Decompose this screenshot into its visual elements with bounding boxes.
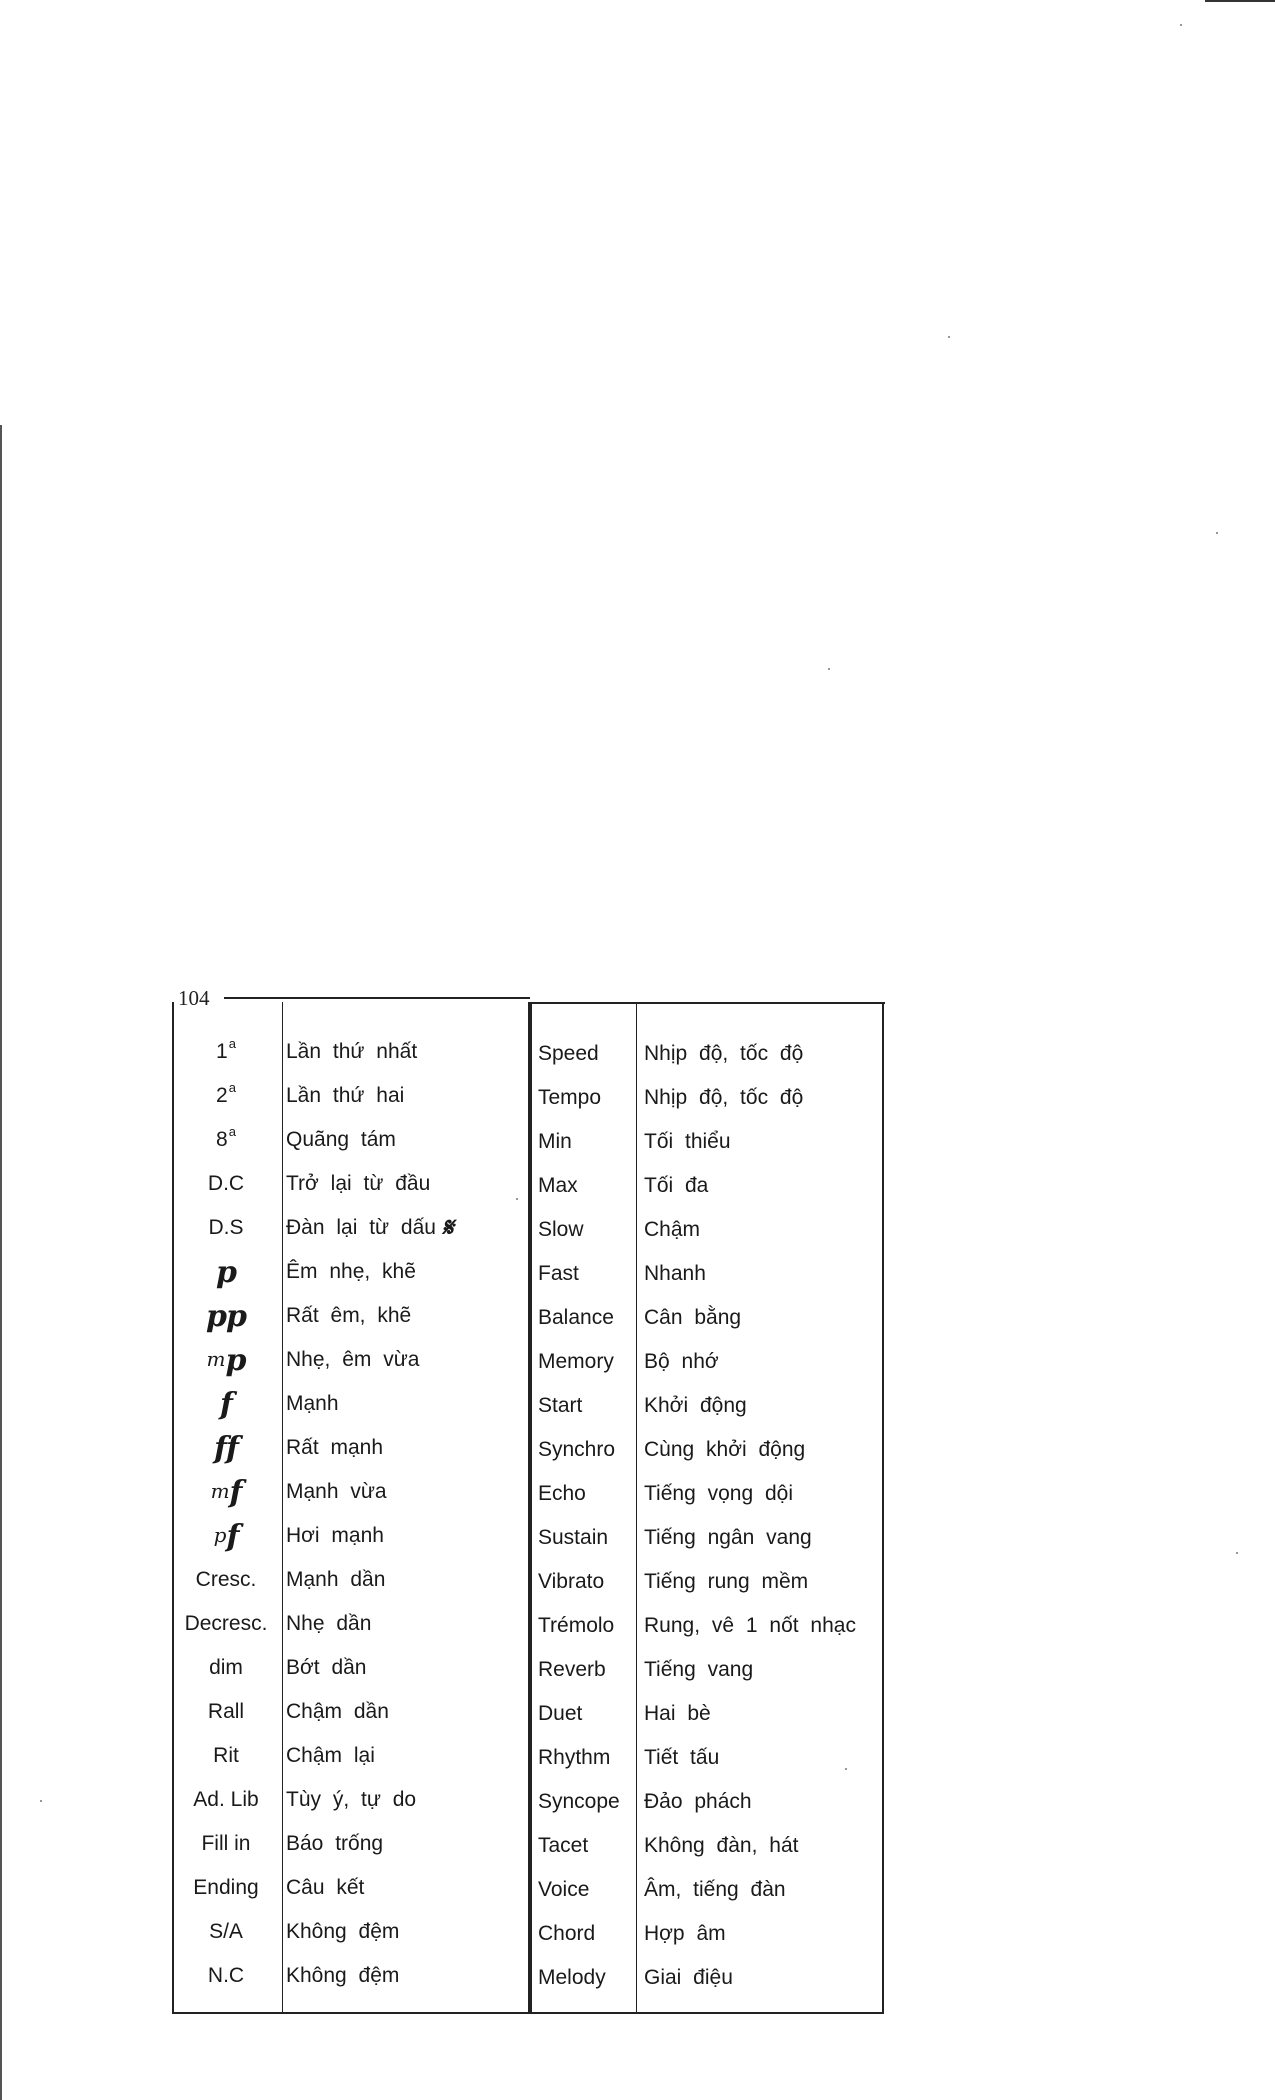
table-row [174, 1690, 528, 1734]
meaning-cell [286, 1734, 375, 1778]
dynamic-marking [174, 1514, 278, 1558]
meaning-cell [644, 1032, 803, 1076]
meaning-text: Đàn lại từ dấu [286, 1216, 436, 1239]
glossary-table [172, 1002, 884, 2016]
term-cell [538, 1780, 620, 1824]
meaning-cell [644, 1604, 856, 1648]
table-row [532, 1516, 882, 1560]
meaning-text: Chậm lại [286, 1744, 375, 1767]
dynamic-symbol: p [216, 1254, 236, 1290]
symbol-text: Ad. Lib [193, 1788, 259, 1811]
term-cell [538, 1296, 614, 1340]
symbol-text: 8 [216, 1128, 228, 1151]
meaning-cell [644, 1164, 708, 1208]
symbol-text: 2 [216, 1084, 228, 1107]
table-row [174, 1206, 528, 1250]
term-text: Echo [538, 1482, 586, 1505]
term-cell [538, 1560, 604, 1604]
meaning-cell [286, 1470, 387, 1514]
term-cell [538, 1428, 615, 1472]
meaning-text: Rất êm, khẽ [286, 1304, 412, 1327]
term-cell [538, 1252, 579, 1296]
table-row [532, 1296, 882, 1340]
dynamic-prefix: m [210, 1478, 229, 1503]
table-row [174, 1822, 528, 1866]
symbol-text: D.C [207, 1172, 245, 1195]
meaning-text: Bộ nhớ [644, 1350, 719, 1373]
meaning-cell [286, 1206, 453, 1250]
meaning-text: Hơi mạnh [286, 1524, 384, 1547]
dynamic-symbol: ff [214, 1430, 238, 1466]
table-row [174, 1602, 528, 1646]
term-cell [538, 1736, 610, 1780]
table-row [174, 1250, 528, 1294]
term-cell [538, 1208, 584, 1252]
symbol-cell [174, 1954, 278, 1998]
meaning-cell [286, 1558, 385, 1602]
ordinal-superscript: a [228, 1123, 236, 1139]
meaning-text: Trở lại từ đầu [286, 1172, 431, 1195]
term-text: Fast [538, 1262, 579, 1285]
table-row [532, 1912, 882, 1956]
meaning-text: Tiếng vang [644, 1658, 754, 1681]
term-text: Tacet [538, 1834, 589, 1857]
symbol-text: 1 [216, 1040, 228, 1063]
ordinal-superscript: a [228, 1079, 236, 1095]
meaning-cell [644, 1428, 805, 1472]
table-row [174, 1778, 528, 1822]
meaning-cell [286, 1294, 411, 1338]
dynamic-marking [174, 1426, 278, 1470]
table-row [532, 1340, 882, 1384]
term-cell [538, 1472, 586, 1516]
meaning-cell [644, 1736, 719, 1780]
meaning-text: Tùy ý, tự do [286, 1788, 417, 1811]
symbol-cell [174, 1162, 278, 1206]
table-row [532, 1868, 882, 1912]
symbol-text: S/A [209, 1920, 243, 1943]
meaning-cell [644, 1076, 803, 1120]
meaning-text: Tối đa [644, 1174, 709, 1197]
meaning-cell [286, 1866, 364, 1910]
table-row [174, 1954, 528, 1998]
page-number: 104 [178, 986, 210, 1010]
table-row [174, 1162, 528, 1206]
symbols-table [172, 1002, 530, 2014]
meaning-cell [286, 1074, 404, 1118]
dynamic-marking [174, 1382, 278, 1426]
table-row [532, 1384, 882, 1428]
meaning-text: Tối thiểu [644, 1130, 731, 1153]
term-text: Min [538, 1130, 572, 1153]
meaning-text: Tiếng rung mềm [644, 1570, 809, 1593]
symbol-text: Rit [213, 1744, 239, 1767]
term-text: Slow [538, 1218, 584, 1241]
meaning-cell [644, 1516, 812, 1560]
table-row [174, 1294, 528, 1338]
meaning-cell [644, 1648, 753, 1692]
meaning-text: Không đệm [286, 1964, 400, 1987]
meaning-cell [286, 1690, 389, 1734]
table-row [532, 1648, 882, 1692]
term-text: Max [538, 1174, 578, 1197]
table-row [174, 1646, 528, 1690]
symbol-cell [174, 1822, 278, 1866]
scan-left-edge [0, 425, 2, 2100]
ordinal-superscript: a [228, 1035, 236, 1051]
term-cell [538, 1824, 588, 1868]
meaning-cell [286, 1030, 417, 1074]
symbol-cell [174, 1074, 278, 1118]
symbol-cell [174, 1118, 278, 1162]
meaning-cell [286, 1646, 366, 1690]
table-row [532, 1120, 882, 1164]
table-row [532, 1692, 882, 1736]
dynamic-symbol: pp [206, 1298, 246, 1334]
meaning-text: Khởi động [644, 1394, 747, 1417]
table-row [174, 1734, 528, 1778]
symbol-text: Ending [193, 1876, 259, 1899]
symbol-text: dim [209, 1656, 243, 1679]
term-text: Trémolo [538, 1614, 615, 1637]
dynamic-symbol: f [220, 1386, 232, 1422]
header-rule [224, 997, 530, 999]
dynamic-symbol: p [225, 1342, 246, 1378]
dynamic-marking [174, 1338, 278, 1382]
meaning-cell [286, 1338, 419, 1382]
meaning-text: Rung, vê 1 nốt nhạc [644, 1614, 856, 1637]
term-cell [538, 1120, 572, 1164]
table-row [532, 1208, 882, 1252]
scan-speck [828, 668, 830, 670]
meaning-text: Tiếng ngân vang [644, 1526, 812, 1549]
meaning-text: Giai điệu [644, 1966, 733, 1989]
term-text: Synchro [538, 1438, 616, 1461]
term-text: Voice [538, 1878, 590, 1901]
table-row [532, 1472, 882, 1516]
table-row [174, 1382, 528, 1426]
table-row [532, 1164, 882, 1208]
symbol-text: Decresc. [184, 1612, 268, 1635]
table-row [532, 1252, 882, 1296]
table-row [174, 1558, 528, 1602]
dynamic-marking [174, 1470, 278, 1514]
meaning-cell [286, 1954, 399, 1998]
meaning-cell [644, 1824, 798, 1868]
meaning-cell [644, 1780, 752, 1824]
meaning-text: Nhẹ, êm vừa [286, 1348, 420, 1371]
meaning-cell [644, 1208, 700, 1252]
term-cell [538, 1384, 582, 1428]
table-row [174, 1470, 528, 1514]
table-row [174, 1910, 528, 1954]
term-cell [538, 1516, 608, 1560]
meaning-text: Báo trống [286, 1832, 384, 1855]
term-cell [538, 1076, 601, 1120]
symbol-cell [174, 1690, 278, 1734]
dynamic-marking [174, 1294, 278, 1338]
term-text: Balance [538, 1306, 614, 1329]
meaning-cell [286, 1250, 416, 1294]
table-row [532, 1604, 882, 1648]
symbol-text: N.C [207, 1964, 245, 1987]
table-row [532, 1076, 882, 1120]
meaning-text: Hợp âm [644, 1922, 726, 1945]
meaning-cell [286, 1778, 416, 1822]
meaning-text: Lần thứ nhất [286, 1040, 418, 1063]
dynamic-symbol: f [229, 1474, 242, 1510]
symbol-text: Cresc. [195, 1568, 257, 1591]
meaning-cell [644, 1912, 726, 1956]
meaning-cell [644, 1692, 711, 1736]
term-text: Syncope [538, 1790, 620, 1813]
term-text: Rhythm [538, 1746, 611, 1769]
symbol-cell [174, 1910, 278, 1954]
meaning-text: Không đàn, hát [644, 1834, 799, 1857]
term-cell [538, 1604, 614, 1648]
symbol-cell [174, 1030, 278, 1074]
meaning-text: Nhanh [644, 1262, 706, 1285]
table-row [174, 1074, 528, 1118]
meaning-text: Không đệm [286, 1920, 400, 1943]
meaning-text: Mạnh [286, 1392, 339, 1415]
term-text: Start [538, 1394, 583, 1417]
meaning-text: Nhịp độ, tốc độ [644, 1042, 804, 1065]
terms-table [530, 1002, 884, 2014]
symbol-cell [174, 1866, 278, 1910]
meaning-text: Chậm dần [286, 1700, 389, 1723]
symbol-text: Fill in [201, 1832, 251, 1855]
meaning-text: Bớt dần [286, 1656, 367, 1679]
term-text: Chord [538, 1922, 596, 1945]
scan-speck [1180, 24, 1182, 26]
meaning-text: Cân bằng [644, 1306, 742, 1329]
term-cell [538, 1692, 582, 1736]
meaning-text: Hai bè [644, 1702, 711, 1725]
segno-icon: 𝄋 [441, 1212, 454, 1243]
meaning-cell [286, 1426, 383, 1470]
meaning-cell [644, 1560, 808, 1604]
meaning-text: Đảo phách [644, 1790, 752, 1813]
dynamic-prefix: p [213, 1522, 226, 1547]
meaning-text: Lần thứ hai [286, 1084, 405, 1107]
term-cell [538, 1912, 595, 1956]
meaning-cell [286, 1162, 430, 1206]
meaning-cell [644, 1120, 731, 1164]
symbol-cell [174, 1206, 278, 1250]
dynamic-prefix: m [206, 1346, 225, 1371]
meaning-text: Tiếng vọng dội [644, 1482, 793, 1505]
term-cell [538, 1648, 606, 1692]
meaning-cell [286, 1910, 399, 1954]
table-row [532, 1736, 882, 1780]
meaning-text: Nhịp độ, tốc độ [644, 1086, 804, 1109]
term-text: Melody [538, 1966, 606, 1989]
meaning-text: Rất mạnh [286, 1436, 384, 1459]
term-cell [538, 1032, 599, 1076]
meaning-cell [286, 1822, 383, 1866]
term-text: Memory [538, 1350, 614, 1373]
meaning-text: Quãng tám [286, 1128, 396, 1151]
dynamic-symbol: f [226, 1518, 239, 1554]
table-row [174, 1118, 528, 1162]
meaning-text: Mạnh vừa [286, 1480, 387, 1503]
scan-speck [948, 336, 950, 338]
meaning-cell [644, 1340, 719, 1384]
table-row [174, 1338, 528, 1382]
dynamic-marking [174, 1250, 278, 1294]
meaning-cell [644, 1868, 786, 1912]
scan-speck [1236, 1552, 1238, 1554]
table-row [532, 1560, 882, 1604]
term-cell [538, 1868, 589, 1912]
term-text: Duet [538, 1702, 583, 1725]
table-row [174, 1426, 528, 1470]
scan-speck [1216, 532, 1218, 534]
term-text: Vibrato [538, 1570, 605, 1593]
symbol-cell [174, 1602, 278, 1646]
symbol-cell [174, 1558, 278, 1602]
meaning-cell [644, 1296, 741, 1340]
meaning-text: Câu kết [286, 1876, 365, 1899]
symbol-cell [174, 1734, 278, 1778]
meaning-cell [644, 1384, 747, 1428]
term-text: Tempo [538, 1086, 602, 1109]
meaning-text: Mạnh dần [286, 1568, 386, 1591]
term-cell [538, 1340, 614, 1384]
meaning-cell [286, 1118, 396, 1162]
table-row [174, 1866, 528, 1910]
table-row [174, 1514, 528, 1558]
term-cell [538, 1956, 606, 2000]
meaning-cell [286, 1382, 339, 1426]
table-row [532, 1032, 882, 1076]
meaning-text: Chậm [644, 1218, 701, 1241]
meaning-text: Cùng khởi động [644, 1438, 806, 1461]
term-text: Speed [538, 1042, 599, 1065]
meaning-cell [286, 1514, 384, 1558]
meaning-cell [644, 1956, 733, 2000]
symbol-text: D.S [208, 1216, 244, 1239]
symbol-cell [174, 1646, 278, 1690]
symbol-text: Rall [207, 1700, 245, 1723]
meaning-cell [644, 1472, 793, 1516]
meaning-cell [644, 1252, 706, 1296]
scan-speck [40, 1800, 42, 1802]
table-row [532, 1428, 882, 1472]
table-row [174, 1030, 528, 1074]
table-row [532, 1956, 882, 2000]
symbol-cell [174, 1778, 278, 1822]
table-row [532, 1824, 882, 1868]
term-text: Reverb [538, 1658, 606, 1681]
meaning-text: Âm, tiếng đàn [644, 1878, 786, 1901]
scan-top-right-mark [1205, 0, 1275, 2]
meaning-cell [286, 1602, 371, 1646]
table-row [532, 1780, 882, 1824]
term-cell [538, 1164, 578, 1208]
term-text: Sustain [538, 1526, 609, 1549]
meaning-text: Êm nhẹ, khẽ [286, 1260, 416, 1283]
meaning-text: Nhẹ dần [286, 1612, 372, 1635]
meaning-text: Tiết tấu [644, 1746, 720, 1769]
